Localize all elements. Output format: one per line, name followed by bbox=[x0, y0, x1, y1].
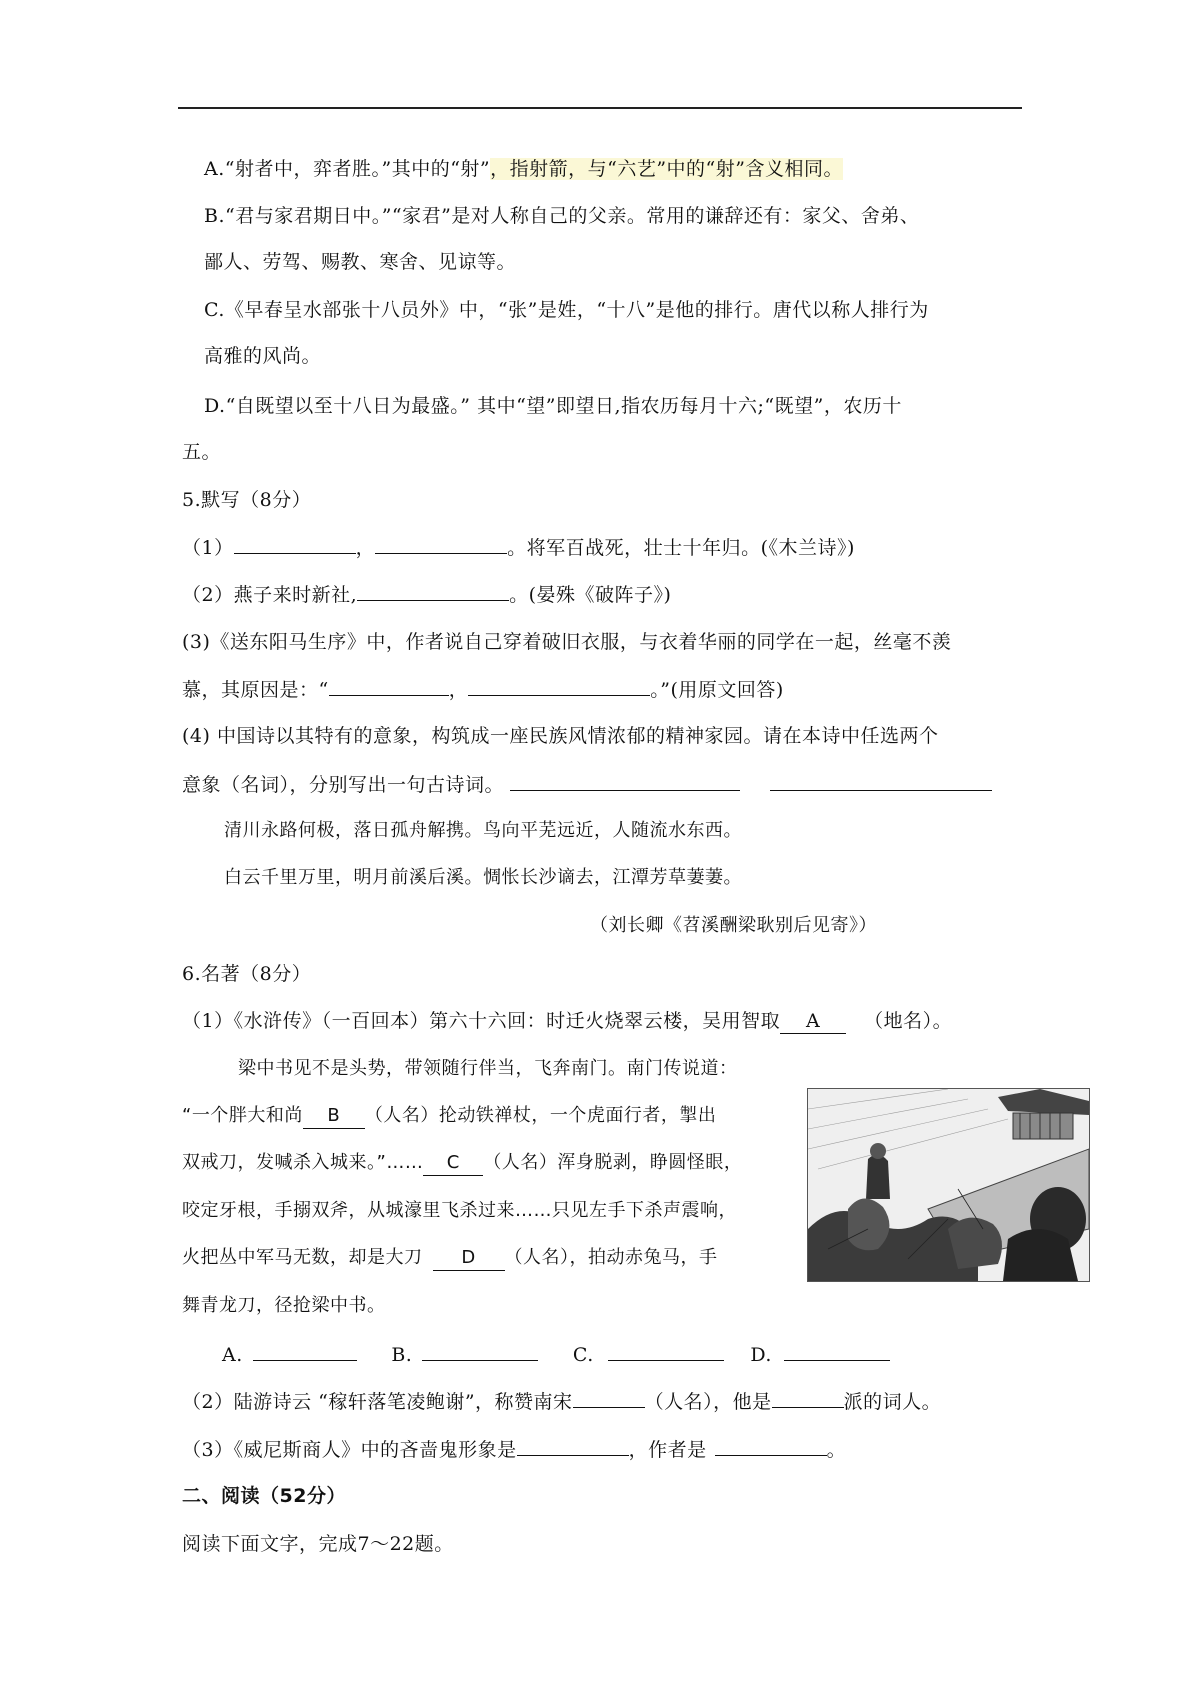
q6-part3-blank2[interactable] bbox=[715, 1435, 827, 1456]
q5-part3-blank1[interactable] bbox=[329, 675, 449, 696]
q5-part2-blank[interactable] bbox=[357, 580, 509, 601]
q5-part1 bbox=[182, 533, 855, 562]
q6-blank-a[interactable]: A bbox=[780, 1009, 846, 1034]
q6-part2 bbox=[182, 1387, 941, 1416]
illustration-drawing bbox=[808, 1089, 1089, 1281]
passage-line2-a: “一个胖大和尚 bbox=[182, 1105, 303, 1126]
answer-d-blank[interactable] bbox=[784, 1340, 890, 1361]
passage-line6: 舞青龙刀，径抢梁中书。 bbox=[182, 1295, 386, 1316]
answer-b-label: B. bbox=[391, 1344, 413, 1366]
q6-part1 bbox=[182, 1007, 952, 1035]
q6-part2-blank2[interactable] bbox=[772, 1387, 844, 1408]
passage-line3-a: 双戒刀，发喊杀入城来。”…… bbox=[182, 1152, 424, 1173]
q5-part3-line2 bbox=[182, 675, 784, 704]
answer-b-blank[interactable] bbox=[422, 1340, 538, 1361]
q5-part4-blank2[interactable] bbox=[770, 770, 992, 791]
q5-part4-blank1[interactable] bbox=[510, 770, 740, 791]
option-a-highlight: ，指射箭，与“六艺”中的“射”含义相同。 bbox=[490, 158, 843, 180]
q6-part1-rest: （地名）。 bbox=[864, 1010, 953, 1032]
option-b-line1: B.“君与家君期日中。”“家君”是对人称自己的父亲。常用的谦辞还有：家父、舍弟、 bbox=[204, 205, 920, 227]
q5-part4-line2 bbox=[182, 770, 992, 799]
q6-part3 bbox=[182, 1435, 846, 1464]
q6-title: 6.名著（8分） bbox=[182, 963, 312, 985]
q5-part2-text: （2）燕子来时新社, bbox=[182, 584, 358, 606]
answer-d-label: D. bbox=[750, 1344, 772, 1366]
passage-line4: 咬定牙根，手搦双斧，从城濠里飞杀过来……只见左手下杀声震响， bbox=[182, 1200, 737, 1221]
q5-part3-rest: 。”(用原文回答) bbox=[650, 679, 784, 701]
option-c-line2: 高雅的风尚。 bbox=[204, 345, 322, 367]
q6-part2-a: （2）陆游诗云 “稼轩落笔凌鲍谢”，称赞南宋 bbox=[182, 1391, 573, 1413]
passage-line2-b: （人名）抡动铁禅杖，一个虎面行者，掣出 bbox=[364, 1105, 717, 1126]
option-c-line1: C.《早春呈水部张十八员外》中，“张”是姓，“十八”是他的排行。唐代以称人排行为 bbox=[204, 299, 929, 321]
poem-line2: 白云千里万里，明月前溪后溪。惆怅长沙谪去，江潭芳草萋萋。 bbox=[224, 867, 742, 888]
q5-part4-text: 意象（名词），分别写出一句古诗词。 bbox=[182, 774, 505, 796]
q6-blank-d[interactable]: D bbox=[433, 1246, 505, 1271]
q5-part1-blank1[interactable] bbox=[234, 533, 356, 554]
q5-title: 5.默写（8分） bbox=[182, 489, 312, 511]
q5-part3-text: 慕，其原因是：“ bbox=[182, 679, 329, 701]
option-d-line1: D.“自既望以至十八日为最盛。” 其中“望”即望日,指农历每月十六;“既望”，农历十 bbox=[204, 395, 902, 417]
answer-c-blank[interactable] bbox=[608, 1340, 724, 1361]
q5-part2-rest: 。(晏殊《破阵子》) bbox=[509, 584, 672, 606]
answer-a-label: A. bbox=[222, 1344, 243, 1366]
q6-part3-a: （3）《威尼斯商人》中的吝啬鬼形象是 bbox=[182, 1439, 517, 1461]
passage-line5 bbox=[182, 1244, 718, 1272]
passage-line3-b: （人名）浑身脱剥，睁圆怪眼， bbox=[483, 1152, 743, 1173]
q6-part3-b: ，作者是 bbox=[628, 1439, 707, 1461]
passage-line5-a: 火把丛中军马无数，却是大刀 bbox=[182, 1247, 423, 1268]
q6-part1-text: （1）《水浒传》（一百回本）第六十六回：时迁火烧翠云楼，吴用智取 bbox=[182, 1010, 781, 1032]
answer-a-blank[interactable] bbox=[253, 1340, 357, 1361]
passage-line3 bbox=[182, 1149, 742, 1177]
q6-part3-blank1[interactable] bbox=[517, 1435, 629, 1456]
section2-title: 二、阅读（52分） bbox=[182, 1485, 346, 1507]
poem-source: （刘长卿《苕溪酬梁耿别后见寄》） bbox=[590, 915, 877, 936]
passage-line2 bbox=[182, 1102, 716, 1130]
section2-instruction: 阅读下面文字，完成7～22题。 bbox=[182, 1533, 454, 1555]
q5-part1-rest: 。将军百战死，壮士十年归。(《木兰诗》) bbox=[507, 537, 855, 559]
q5-part1-label: （1） bbox=[182, 537, 234, 559]
q5-part3-line1: (3)《送东阳马生序》中，作者说自己穿着破旧衣服，与衣着华丽的同学在一起，丝毫不羡 bbox=[182, 631, 952, 653]
shuihu-illustration bbox=[807, 1088, 1090, 1282]
option-d-line2: 五。 bbox=[182, 441, 222, 463]
q5-part1-blank2[interactable] bbox=[375, 533, 507, 554]
passage-line5-b: （人名），拍动赤兔马，手 bbox=[504, 1247, 718, 1268]
q6-part2-blank1[interactable] bbox=[573, 1387, 645, 1408]
q5-part1-comma: ， bbox=[355, 537, 376, 559]
option-a-text: A.“射者中，弈者胜。”其中的“射” bbox=[204, 158, 491, 180]
q5-part2 bbox=[182, 580, 671, 609]
q6-part2-c: 派的词人。 bbox=[843, 1391, 942, 1413]
header-rule bbox=[178, 107, 1022, 109]
q5-part3-comma: ， bbox=[448, 679, 469, 701]
q6-blank-b[interactable]: B bbox=[303, 1104, 365, 1129]
q6-part3-c: 。 bbox=[826, 1439, 847, 1461]
q6-blank-c[interactable]: C bbox=[423, 1151, 483, 1176]
passage-line1: 梁中书见不是头势，带领随行伴当，飞奔南门。南门传说道： bbox=[238, 1058, 738, 1079]
option-b-line2: 鄙人、劳驾、赐教、寒舍、见谅等。 bbox=[204, 251, 517, 273]
q5-part4-line1: (4) 中国诗以其特有的意象，构筑成一座民族风情浓郁的精神家园。请在本诗中任选两个 bbox=[182, 725, 939, 747]
q5-part3-blank2[interactable] bbox=[468, 675, 650, 696]
option-a bbox=[204, 155, 843, 183]
poem-line1: 清川永路何极，落日孤舟解携。鸟向平芜远近，人随流水东西。 bbox=[224, 820, 742, 841]
q6-part2-b: （人名），他是 bbox=[644, 1391, 772, 1413]
answer-c-label: C. bbox=[572, 1344, 594, 1366]
q6-answers bbox=[222, 1340, 890, 1369]
